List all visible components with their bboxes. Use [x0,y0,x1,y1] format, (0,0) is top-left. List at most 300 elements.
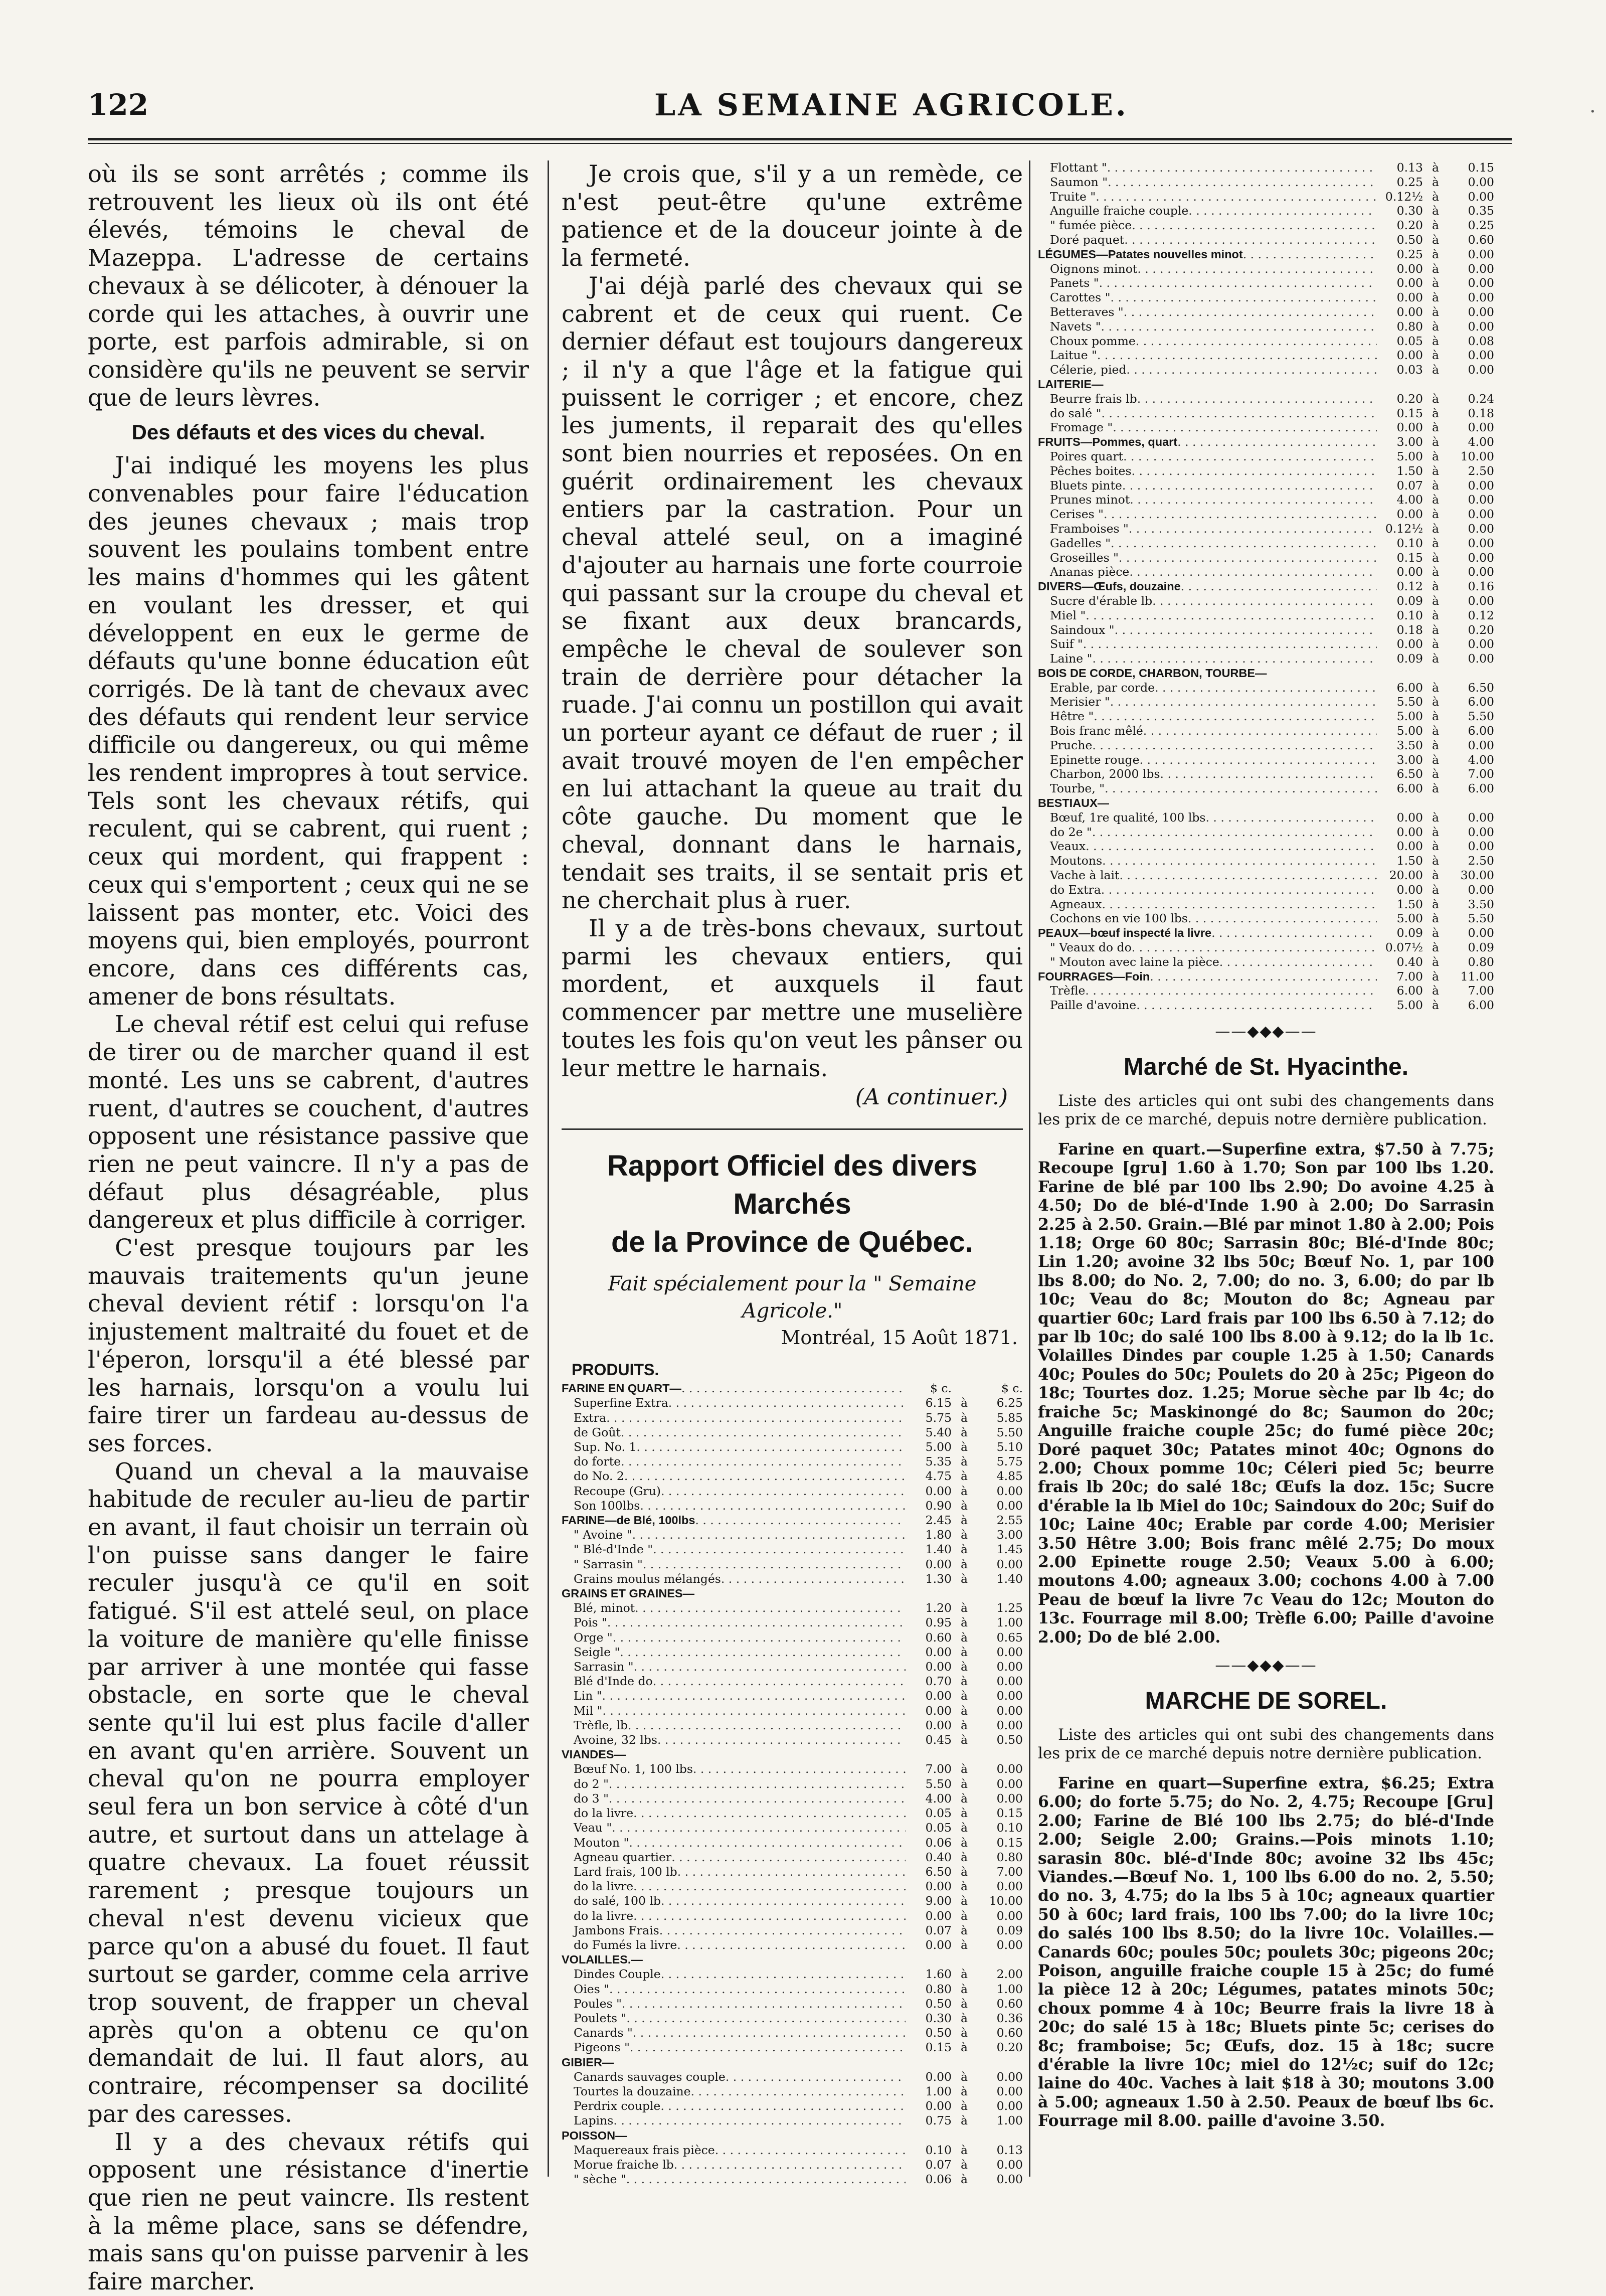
price-low: 0.95 [925,1615,952,1630]
price-separator: à [960,1923,968,1937]
item-label: do la livre [574,1879,634,1894]
leader-dots [633,1909,906,1923]
price-low: 6.00 [1396,983,1423,998]
price-low: 0.07 [1396,478,1423,493]
leader-dots [629,1836,906,1850]
st-hyacinthe-intro: Liste des articles qui ont subi des changements dans les prix de ce marché, depuis notre dernière publication. [1038,1092,1494,1129]
item-label: " Blé-d'Inde " [574,1542,653,1557]
price-separator: à [1432,998,1439,1013]
price-separator: à [960,1689,968,1703]
item-label: Betteraves " [1050,304,1124,319]
price-high: 0.60 [996,2026,1023,2040]
price-separator: à [1432,781,1439,796]
price-separator: à [1432,435,1439,449]
price-high: 0.35 [1468,204,1494,218]
leader-dots [1211,926,1377,940]
leader-dots [636,1440,906,1454]
item-label: Charbon, 2000 lbs [1050,767,1160,781]
price-separator: à [1432,363,1439,377]
price-high: 0.00 [996,1762,1023,1776]
price-low: 0.00 [1396,882,1423,897]
leader-dots [1181,579,1377,594]
price-row [562,1982,1023,1997]
report-dateline: Montréal, 15 Août 1871. [781,1327,1018,1349]
price-low: 0.50 [925,2026,952,2040]
leader-dots [677,1865,906,1879]
item-label: Suif " [1050,637,1083,651]
price-row [1038,695,1494,709]
item-label: " fumée pièce [1050,218,1132,233]
price-row [562,1528,1023,1542]
price-separator: à [1432,507,1439,522]
leader-dots [1205,810,1377,825]
price-low: 0.07 [925,2157,952,2172]
report-title: Rapport Officiel des divers Marchés [607,1150,978,1221]
leader-dots [661,1484,906,1499]
price-high: 0.00 [1468,363,1494,377]
price-separator: à [1432,868,1439,883]
leader-dots [1092,825,1377,840]
price-row [1038,753,1494,767]
leader-dots [1124,233,1377,247]
leader-dots [602,1704,906,1718]
price-low: 0.03 [1396,363,1423,377]
price-separator: à [960,1821,968,1835]
price-low: 0.00 [1396,825,1423,839]
price-row [1038,709,1494,724]
price-high: 1.40 [996,1571,1023,1586]
price-separator: à [1432,738,1439,752]
price-row [1038,262,1494,276]
price-separator: à [1432,218,1439,233]
price-low: 5.00 [1396,911,1423,926]
price-low: 0.15 [925,2040,952,2055]
price-table-continued [1038,160,1494,1013]
price-row [1038,363,1494,377]
price-separator: à [1432,637,1439,651]
price-high: 0.00 [1468,261,1494,276]
item-label: Moutons [1050,854,1103,868]
price-separator: à [1432,463,1439,478]
article-paragraph: J'ai déjà parlé des chevaux qui se cabrent et de ceux qui ruent. Ce dernier défaut est toujours dangereux ; il n'y a que l'âge et la fatigue qui puissent le corriger ; et encore, chez les juments, il reparait des qu'elles sont bien nourries et reposées. On en guérit ordinairement les chevaux entiers par la castration. Pour un cheval attelé seul, on a imaginé d'ajouter au harnais une forte courroie qui passant sur la croupe du cheval et se fixant aux deux brancards, empêche le cheval de soulever son train de derrière pour détacher la ruade. J'ai connu un postillon qui avait un porteur ayant ce défaut de ruer ; il avait trouvé moyen de l'en empêcher en lui attachant la queue au trait du côte gauche. Du moment que le cheval, donnant dans le harnais, tendait ses traits, il se sentait pris et ne cherchait plus à ruer. [562,272,1023,914]
item-label: Superfine Extra [574,1396,668,1410]
column-divider [1029,160,1030,2177]
price-low: 0.06 [925,1835,952,1850]
price-high: 0.20 [996,2040,1023,2055]
item-label: Ananas pièce [1050,565,1130,579]
leader-dots [1243,247,1377,262]
item-label: Morue fraiche lb [574,2157,674,2172]
item-label: Bœuf No. 1, 100 lbs [574,1762,693,1776]
leader-dots [621,1425,906,1440]
price-row [562,2143,1023,2158]
price-low: 0.15 [1396,550,1423,565]
item-label: Blé d'Inde do [574,1674,653,1689]
price-separator: à [1432,724,1439,738]
price-high: 7.00 [996,1864,1023,1879]
item-label: do salé, 100 lb [574,1894,661,1908]
price-low: 5.00 [1396,449,1423,463]
products-heading: PRODUITS. [572,1361,659,1379]
price-high: 11.00 [1460,969,1494,983]
price-separator: à [960,2143,968,2157]
price-low: $ c. [930,1381,952,1396]
price-low: 1.60 [925,1967,952,1982]
price-separator: à [1432,608,1439,622]
page-number: 122 [88,88,149,122]
price-row [1038,839,1494,854]
item-label: do forte [574,1454,621,1469]
price-low: 5.75 [925,1410,952,1425]
item-label: Canards sauvages couple [574,2069,726,2084]
item-label: Erable, par corde [1050,680,1155,695]
price-low: 0.10 [1396,608,1423,622]
price-high: 0.15 [996,1835,1023,1850]
item-label: do Fumés la livre [574,1937,677,1952]
leader-dots [1160,767,1377,781]
item-label: Maquereaux frais pièce [574,2143,715,2157]
price-low: 0.00 [1396,261,1423,276]
price-low: 5.50 [925,1776,952,1791]
header-rule-thin [88,143,1512,144]
price-separator: à [1432,954,1439,969]
item-label: Gadelles " [1050,536,1111,550]
item-label: Anguille fraiche couple [1050,204,1189,218]
item-label: Trèfle [1050,983,1086,998]
leader-dots [1119,868,1377,883]
price-high: 0.00 [1468,276,1494,290]
article-paragraph: Il y a des chevaux rétifs qui opposent une résistance d'inertie que rien ne peut vaincre. Ils restent à la même place, sans se défendre, mais sans qu'on puisse parvenir à les faire marcher. [88,2128,529,2295]
price-row [562,1909,1023,1923]
item-label: Poulets " [574,2011,627,2025]
price-separator: à [1432,478,1439,493]
leader-dots [1123,449,1377,464]
price-high: 1.00 [996,2113,1023,2128]
price-high: 0.00 [1468,348,1494,363]
price-separator: à [1432,521,1439,536]
price-high: 4.85 [996,1469,1023,1484]
page-header [88,88,1512,133]
price-row [562,1674,1023,1689]
price-low: 1.50 [1396,854,1423,868]
price-low: 0.00 [1396,839,1423,854]
leader-dots [1140,753,1377,767]
price-high: 6.00 [1468,695,1494,709]
price-row [1038,276,1494,290]
price-separator: à [960,1762,968,1776]
price-high: 0.00 [1468,507,1494,522]
price-low: 0.25 [1396,247,1423,261]
price-high: 7.00 [1468,983,1494,998]
item-label: Panets " [1050,276,1099,290]
price-low: 0.70 [925,1674,952,1689]
price-row [1038,825,1494,840]
price-separator: à [1432,897,1439,911]
price-low: 0.00 [1396,420,1423,435]
price-low: 5.00 [1396,998,1423,1013]
leader-dots [643,1557,906,1572]
item-label: GRAINS ET GRAINES— [562,1587,695,1600]
price-separator: à [960,1615,968,1630]
price-row [1038,493,1494,507]
price-row [562,1572,1023,1586]
leader-dots [633,2026,906,2040]
price-separator: à [1432,940,1439,955]
price-separator: à [960,1776,968,1791]
leader-dots [1101,319,1377,334]
price-low: 6.50 [925,1864,952,1879]
item-label: Prunes minot [1050,493,1130,507]
price-low: 0.07½ [1385,940,1423,955]
item-label: Vache à lait [1050,868,1120,883]
item-label: " sèche " [574,2172,626,2187]
item-label: Pruche [1050,738,1093,752]
leader-dots [681,1381,906,1396]
price-high: 6.00 [1468,781,1494,796]
price-low: 0.50 [925,1996,952,2011]
item-label: Veaux [1050,839,1086,854]
price-category-row [1038,969,1494,984]
item-label: Oignons minot [1050,261,1138,276]
leader-dots [1105,781,1377,796]
price-low: 0.25 [1396,175,1423,189]
leader-dots [612,1821,906,1835]
price-low: 0.45 [925,1733,952,1747]
price-high: 0.00 [996,2157,1023,2172]
price-separator: à [1432,911,1439,926]
item-label: " Mouton avec laine la pièce [1050,954,1219,969]
price-category-row [562,1952,1023,1967]
price-separator: à [1432,839,1439,854]
price-high: 0.00 [1468,478,1494,493]
price-separator: à [960,1660,968,1674]
item-label: Laine " [1050,651,1093,666]
price-low: 0.09 [1396,651,1423,666]
price-high: 0.65 [996,1630,1023,1645]
leader-dots [1111,290,1377,305]
price-separator: à [1432,348,1439,363]
leader-dots [1152,594,1377,608]
price-low: 4.75 [925,1469,952,1484]
item-label: Jambons Frais [574,1923,659,1937]
leader-dots [634,1660,906,1674]
leader-dots [691,2084,906,2099]
price-separator: à [1432,276,1439,290]
price-row [562,1660,1023,1674]
price-row [562,1997,1023,2011]
to-be-continued: (A continuer.) [855,1084,1008,1110]
price-separator: à [960,1484,968,1498]
price-low: 1.40 [925,1542,952,1557]
article-paragraph: Le cheval rétif est celui qui refuse de tirer ou de marcher quand il est monté. Les uns se cabrent, d'autres ruent, d'autres se couchent, d'autres opposent une résistance passive que rien ne peut vaincre. Il n'y a pas de défaut plus désagréable, plus dangereux et plus difficile à corriger. [88,1011,529,1234]
price-low: 0.80 [1396,319,1423,334]
price-separator: à [960,2099,968,2113]
price-row [562,1806,1023,1821]
price-low: 0.00 [925,2099,952,2113]
price-row [1038,883,1494,897]
item-label: Mouton " [574,1835,629,1850]
price-separator: à [960,2040,968,2055]
section-heading: Des défauts et des vices du cheval. [131,420,485,444]
price-separator: à [960,1645,968,1659]
price-row [1038,536,1494,551]
price-separator: à [1432,420,1439,435]
item-label: do No. 2 [574,1469,624,1484]
item-label: LÉGUMES—Patates nouvelles minot [1038,247,1243,261]
price-low: 5.50 [1396,695,1423,709]
item-label: Paille d'avoine [1050,998,1137,1013]
item-label: Flottant " [1050,160,1107,175]
leader-dots [1137,262,1377,276]
price-row [1038,565,1494,579]
price-low: 0.00 [925,1660,952,1674]
leader-dots [630,2040,906,2055]
leader-dots [1119,551,1377,565]
price-row [1038,781,1494,796]
item-label: Carottes " [1050,290,1111,305]
price-high: 0.00 [1468,825,1494,839]
price-separator: à [960,2172,968,2187]
price-low: 0.12½ [1385,521,1423,536]
price-row [562,1454,1023,1469]
leader-dots [726,2070,906,2084]
price-high: 0.00 [996,1689,1023,1703]
price-high: 0.09 [1468,940,1494,955]
price-low: 20.00 [1389,868,1423,883]
price-separator: à [1432,175,1439,189]
price-high: 5.85 [996,1410,1023,1425]
price-low: 0.80 [925,1982,952,1996]
leader-dots [1188,204,1377,218]
item-label: Perdrix couple [574,2099,661,2113]
price-separator: à [1432,810,1439,825]
leader-dots [626,2172,906,2187]
price-low: 6.00 [1396,680,1423,695]
leader-dots [635,1601,906,1615]
leader-dots [1136,998,1377,1013]
item-label: FRUITS—Pommes, quart [1038,435,1178,449]
price-high: 0.00 [1468,536,1494,550]
price-separator: à [960,2113,968,2128]
item-label: Agneau quartier [574,1850,672,1864]
item-label: Tourtes la douzaine [574,2084,691,2098]
price-low: 0.09 [1396,593,1423,608]
price-low: 1.50 [1396,463,1423,478]
price-row [1038,190,1494,204]
leader-dots [1143,724,1377,738]
item-label: Fromage " [1050,420,1113,435]
price-category-row [562,1586,1023,1601]
price-low: 0.50 [1396,232,1423,247]
price-row [1038,911,1494,926]
price-low: 0.13 [1396,160,1423,175]
leader-dots [653,1542,906,1557]
price-high: 1.45 [996,1542,1023,1557]
item-label: Beurre frais lb [1050,391,1137,406]
price-category-row [1038,926,1494,940]
price-low: 9.00 [925,1894,952,1908]
item-label: Pêches boites [1050,463,1132,478]
price-separator: à [1432,204,1439,218]
item-label: Miel " [1050,608,1086,622]
price-row [1038,651,1494,666]
price-category-row [1038,796,1494,810]
price-high: 0.00 [1468,247,1494,261]
price-row [562,1542,1023,1557]
price-row [562,1821,1023,1835]
item-label: do 2 " [574,1776,609,1791]
leader-dots [640,1499,906,1513]
price-row [1038,478,1494,493]
price-row [562,2172,1023,2187]
price-row [562,1689,1023,1703]
price-row [562,1557,1023,1572]
price-row [1038,522,1494,536]
price-high: 6.25 [996,1396,1023,1410]
leader-dots [613,2113,906,2128]
price-row [562,1762,1023,1776]
price-low: 0.06 [925,2172,952,2187]
price-separator: à [1432,493,1439,507]
leader-dots [1177,435,1377,449]
price-row [562,1967,1023,1982]
price-low: 0.90 [925,1498,952,1513]
price-high: 0.15 [996,1806,1023,1821]
price-row [562,1484,1023,1499]
price-row [562,1499,1023,1513]
price-high: 0.00 [1468,521,1494,536]
price-separator: à [1432,536,1439,550]
price-low: 0.05 [925,1821,952,1835]
leader-dots [1136,334,1377,349]
leader-dots [624,1469,906,1484]
price-high: 0.60 [1468,232,1494,247]
item-label: Mil " [574,1703,603,1718]
price-high: 2.55 [996,1513,1023,1528]
leader-dots [1219,955,1377,969]
price-row [562,1645,1023,1660]
price-row [1038,637,1494,651]
leader-dots [715,2143,906,2158]
price-separator: à [960,1410,968,1425]
leader-dots [653,1674,906,1689]
price-high: 5.75 [996,1454,1023,1469]
price-high: 0.00 [996,1776,1023,1791]
price-row [562,1411,1023,1425]
article-paragraph: Quand un cheval a la mauvaise habitude de reculer au-lieu de partir en avant, il faut choisir un terrain où l'on puisse sans danger le faire reculer jusqu'à ce qu'il en soit fatigué. S'il est attelé seul, on place la voiture de manière qu'elle finisse par arriver à une montée qui fasse obstacle, en sorte que le cheval sente qu'il lui est plus facile d'aller en avant qu'en arrière. Souvent un cheval qu'on ne pourra employer seul fera un bon service à côté d'un autre, et surtout dans un attelage à quatre chevaux. La fouet réussit rarement ; presque toujours un cheval n'est devenu vicieux que parce qu'on a abusé du fouet. Il faut surtout se garder, comme cela arrive trop souvent, de frapper un cheval après qu'on a obtenu ce qu'on demandait de lui. Il faut alors, au contraire, récompenser sa docilité par des caresses. [88,1457,529,2127]
leader-dots [1113,420,1377,435]
price-low: 0.18 [1396,622,1423,637]
price-row [562,1425,1023,1440]
price-high: 0.00 [996,1484,1023,1498]
item-label: Agneaux [1050,897,1102,911]
price-row [562,1894,1023,1908]
item-label: Bois franc mêlé [1050,724,1143,738]
price-low: 6.00 [1396,781,1423,796]
price-high: 1.00 [996,1982,1023,1996]
price-high: 5.50 [996,1425,1023,1439]
leader-dots [1122,478,1377,493]
item-label: BOIS DE CORDE, CHARBON, TOURBE— [1038,666,1267,680]
price-low: 1.50 [1396,897,1423,911]
leader-dots [1101,883,1377,897]
price-low: 0.00 [925,1718,952,1732]
price-high: 2.00 [996,1967,1023,1982]
leader-dots [1129,565,1377,579]
price-row [562,2158,1023,2172]
price-low: 4.00 [925,1791,952,1806]
leader-dots [660,2099,906,2113]
